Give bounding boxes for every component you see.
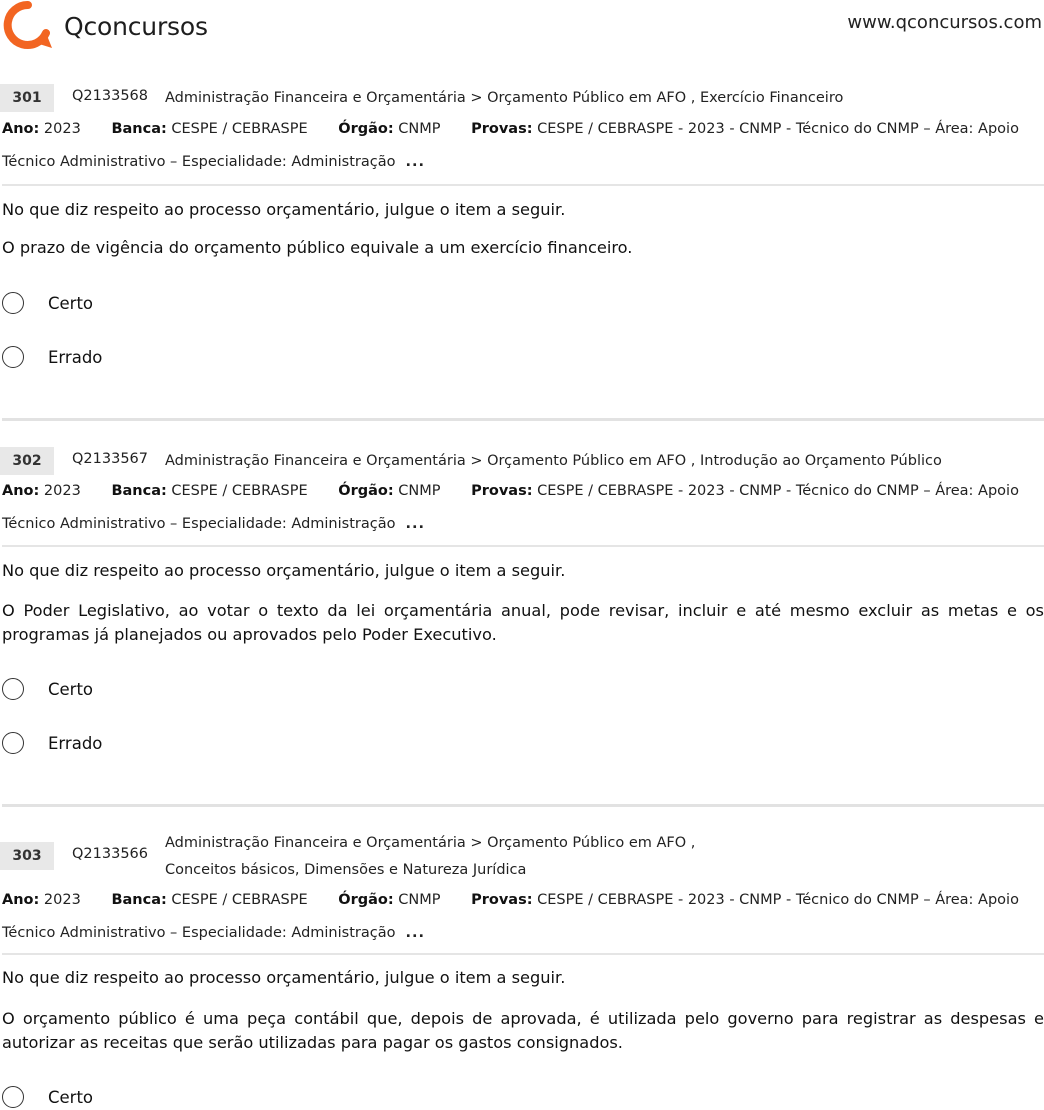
provas-value[interactable]: CESPE / CEBRASPE - 2023 - CNMP - Técnico do CNMP – Área: Apoio	[537, 483, 1019, 499]
option-label[interactable]: Errado	[48, 347, 103, 367]
provas-label: Provas:	[471, 892, 533, 908]
provas-value-cont[interactable]: Técnico Administrativo – Especialidade: Administração	[2, 516, 396, 532]
ano-label: Ano:	[2, 483, 40, 499]
banca-label: Banca:	[111, 483, 167, 499]
question-meta	[2, 884, 1044, 950]
divider	[2, 953, 1044, 955]
more-provas-button[interactable]: ...	[405, 516, 425, 532]
ano-label: Ano:	[2, 121, 40, 137]
question-intro: No que diz respeito ao processo orçamentário, julgue o item a seguir.	[2, 968, 566, 987]
option-label[interactable]: Errado	[48, 733, 103, 753]
more-provas-button[interactable]: ...	[405, 925, 425, 941]
divider	[2, 545, 1044, 547]
option-certo[interactable]	[2, 290, 93, 316]
orgao-label: Órgão:	[338, 483, 394, 499]
question-meta	[2, 113, 1044, 179]
ano-value: 2023	[43, 483, 81, 499]
option-certo[interactable]	[2, 676, 93, 702]
option-label[interactable]: Certo	[48, 679, 94, 699]
ano-value: 2023	[43, 121, 81, 137]
question-intro: No que diz respeito ao processo orçamentário, julgue o item a seguir.	[2, 561, 566, 580]
option-label[interactable]: Certo	[48, 293, 94, 313]
question-separator	[2, 418, 1044, 421]
banca-value: CESPE / CEBRASPE	[171, 483, 308, 499]
banca-label: Banca:	[111, 892, 167, 908]
radio-icon[interactable]	[2, 292, 24, 314]
qconcursos-logo-icon[interactable]	[2, 1, 54, 51]
orgao-label: Órgão:	[338, 121, 394, 137]
question-subject[interactable]: Administração Financeira e Orçamentária > Orçamento Público em AFO , Exercício Financeiro	[165, 90, 844, 106]
question-number: 302	[0, 447, 54, 475]
question-id[interactable]: Q2133566	[72, 846, 148, 862]
option-errado[interactable]	[2, 730, 102, 756]
more-provas-button[interactable]: ...	[405, 154, 425, 170]
question-id[interactable]: Q2133568	[72, 88, 148, 104]
question-id[interactable]: Q2133567	[72, 451, 148, 467]
provas-value-cont[interactable]: Técnico Administrativo – Especialidade: Administração	[2, 925, 396, 941]
orgao-value: CNMP	[398, 892, 441, 908]
option-label[interactable]: Certo	[48, 1087, 94, 1107]
provas-value[interactable]: CESPE / CEBRASPE - 2023 - CNMP - Técnico do CNMP – Área: Apoio	[537, 121, 1019, 137]
radio-icon[interactable]	[2, 732, 24, 754]
radio-icon[interactable]	[2, 678, 24, 700]
provas-label: Provas:	[471, 483, 533, 499]
orgao-label: Órgão:	[338, 892, 394, 908]
orgao-value: CNMP	[398, 121, 441, 137]
question-meta	[2, 475, 1044, 541]
divider	[2, 184, 1044, 186]
question-subject[interactable]: Administração Financeira e Orçamentária > Orçamento Público em AFO , Introdução ao Orçamento Público	[165, 453, 942, 469]
provas-value[interactable]: CESPE / CEBRASPE - 2023 - CNMP - Técnico do CNMP – Área: Apoio	[537, 892, 1019, 908]
question-subject[interactable]: Administração Financeira e Orçamentária > Orçamento Público em AFO ,	[165, 835, 696, 851]
provas-value-cont[interactable]: Técnico Administrativo – Especialidade: Administração	[2, 154, 396, 170]
question-number: 303	[0, 842, 54, 870]
orgao-value: CNMP	[398, 483, 441, 499]
question-subject-cont[interactable]: Conceitos básicos, Dimensões e Natureza Jurídica	[165, 862, 527, 878]
banca-value: CESPE / CEBRASPE	[171, 892, 308, 908]
question-intro: No que diz respeito ao processo orçamentário, julgue o item a seguir.	[2, 200, 566, 219]
provas-label: Provas:	[471, 121, 533, 137]
site-url[interactable]: www.qconcursos.com	[847, 12, 1042, 33]
question-separator	[2, 804, 1044, 807]
question-number: 301	[0, 84, 54, 112]
question-statement: O Poder Legislativo, ao votar o texto da lei orçamentária anual, pode revisar, incluir e até mesmo excluir as metas e os programas já planejados ou aprovados pelo Poder Executivo.	[2, 601, 1044, 644]
option-errado[interactable]	[2, 344, 102, 370]
banca-label: Banca:	[111, 121, 167, 137]
ano-value: 2023	[43, 892, 81, 908]
logo-text[interactable]: Qconcursos	[64, 12, 208, 41]
question-statement: O prazo de vigência do orçamento público equivale a um exercício financeiro.	[2, 238, 633, 257]
question-statement: O orçamento público é uma peça contábil que, depois de aprovada, é utilizada pelo governo para registrar as despesas e autorizar as receitas que serão utilizadas para pagar os gastos consignados.	[2, 1009, 1044, 1052]
ano-label: Ano:	[2, 892, 40, 908]
radio-icon[interactable]	[2, 346, 24, 368]
radio-icon[interactable]	[2, 1086, 24, 1108]
banca-value: CESPE / CEBRASPE	[171, 121, 308, 137]
option-certo[interactable]	[2, 1084, 93, 1110]
